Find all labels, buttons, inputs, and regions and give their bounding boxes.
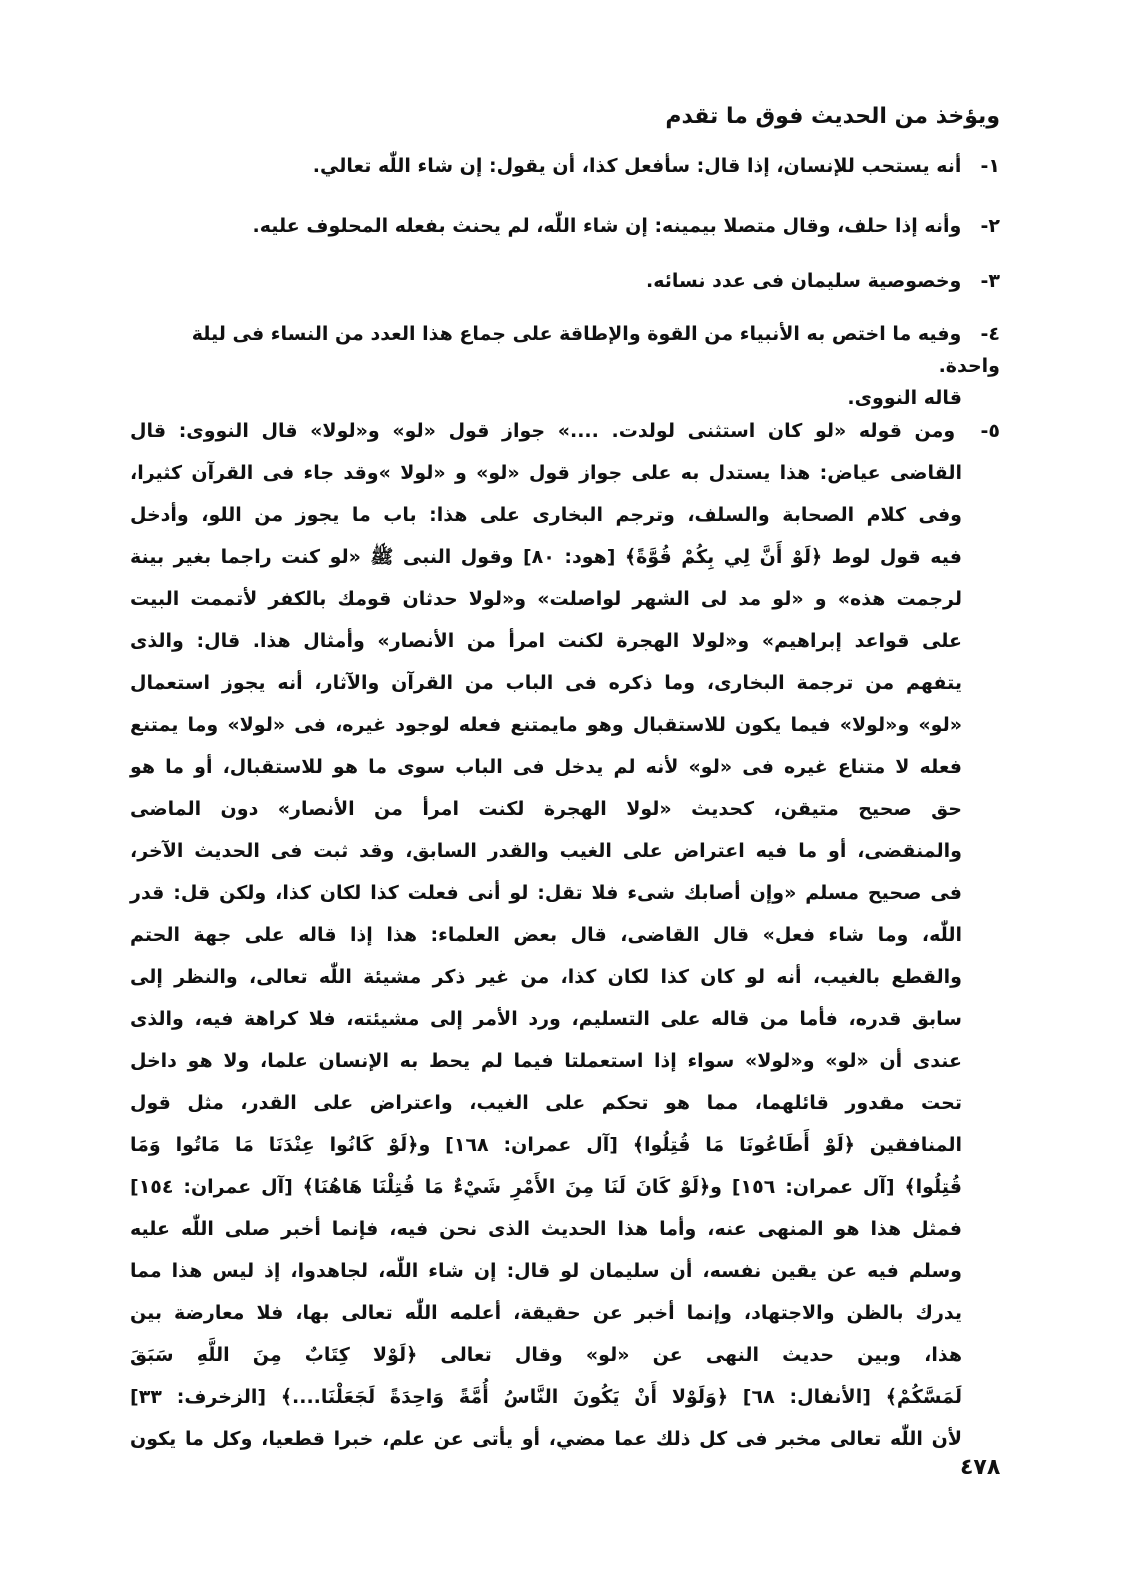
paragraph-line: تحت مقدور قائلهما، مما هو تحكم على الغيب، واعتراض على القدر، مثل قول — [130, 1092, 962, 1114]
list-item-5 — [130, 410, 1000, 1460]
paragraph-line: فعله لا متناع غيره فى «لو» لأنه لم يدخل فى الباب سوى ما هو للاستقبال، أو ما هو — [130, 756, 962, 778]
paragraph-line: فمثل هذا هو المنهى عنه، وأما هذا الحديث الذى نحن فيه، فإنما أخبر صلى اللّٰه عليه — [130, 1218, 962, 1240]
paragraph-line: وفى كلام الصحابة والسلف، وترجم البخارى على هذا: باب ما يجوز من اللو، وأدخل — [130, 504, 962, 526]
paragraph-line: «لو» و«لولا» فيما يكون للاستقبال وهو مايمتنع فعله لوجود غيره، فى «لولا» وما يمتنع — [130, 714, 962, 736]
item-number: ٢- — [980, 215, 1000, 237]
item-text: وفيه ما اختص به الأنبياء من القوة والإطاقة على جماع هذا العدد من النساء فى ليلة واحدة. — [191, 323, 1000, 377]
paragraph-line: قُتِلُوا﴾ [آل عمران: ١٥٦] و﴿لَوْ كَانَ لَنَا مِنَ الأَمْرِ شَيْءٌ مَا قُتِلْنَا هَاهُنَا﴾ [آل عمران: ١٥٤] — [130, 1176, 962, 1198]
paragraph-line: لرجمت هذه» و «لو مد لى الشهر لواصلت» و«لولا حدثان قومك بالكفر لأتممت البيت — [130, 588, 962, 610]
item-number: ١- — [980, 155, 1000, 177]
list-item-4 — [130, 318, 1000, 414]
item-number: ٣- — [980, 270, 1000, 292]
paragraph-line: عندى أن «لو» و«لولا» سواء إذا استعملتا فيما لم يحط به الإنسان علما، ولا هو داخل — [130, 1050, 962, 1072]
paragraph-line: ٥- ومن قوله «لو كان استثنى لولدت. ....» جواز قول «لو» و«لولا» قال النووى: قال — [130, 420, 1000, 442]
list-item-2 — [130, 210, 1000, 242]
paragraph-line: فى صحيح مسلم «وإن أصابك شىء فلا تقل: لو أنى فعلت كذا لكان كذا، ولكن قل: قدر — [130, 882, 962, 904]
list-item-3 — [130, 265, 1000, 297]
paragraph-line: وسلم فيه عن يقين نفسه، أن سليمان لو قال: إن شاء اللّٰه، لجاهدوا، إذ ليس هذا مما — [130, 1260, 962, 1282]
paragraph-line: على قواعد إبراهيم» و«لولا الهجرة لكنت امرأ من الأنصار» وأمثال هذا. قال: والذى — [130, 630, 962, 652]
paragraph-line: اللّٰه، وما شاء فعل» قال القاضى، قال بعض العلماء: هذا إذا قاله على جهة الحتم — [130, 924, 962, 946]
page-number: ٤٧٨ — [960, 1455, 1001, 1480]
paragraph-line: سابق قدره، فأما من قاله على التسليم، ورد الأمر إلى مشيئته، فلا كراهة فيه، والذى — [130, 1008, 962, 1030]
paragraph-line: يتفهم من ترجمة البخارى، وما ذكره فى الباب من القرآن والآثار، أنه يجوز استعمال — [130, 672, 962, 694]
item-number: ٤- — [980, 323, 1000, 345]
paragraph-line: والقطع بالغيب، أنه لو كان كذا لكان كذا، من غير ذكر مشيئة اللّٰه تعالى، والنظر إلى — [130, 966, 962, 988]
list-item-1 — [130, 150, 1000, 182]
item-continuation: قاله النووى. — [847, 387, 962, 409]
section-heading: ويؤخذ من الحديث فوق ما تقدم — [665, 104, 1000, 129]
item-text: وخصوصية سليمان فى عدد نسائه. — [646, 270, 962, 292]
item-number: ٥- — [980, 420, 1000, 442]
paragraph-line: حق صحيح متيقن، كحديث «لولا الهجرة لكنت امرأ من الأنصار» دون الماضى — [130, 798, 962, 820]
paragraph-line: المنافقين ﴿لَوْ أَطَاعُونَا مَا قُتِلُوا﴾ [آل عمران: ١٦٨] و﴿لَوْ كَانُوا عِنْدَنَا مَا مَاتُوا وَمَا — [130, 1134, 962, 1156]
item-text: أنه يستحب للإنسان، إذا قال: سأفعل كذا، أن يقول: إن شاء اللّٰه تعالي. — [312, 155, 962, 177]
paragraph-line: يدرك بالظن والاجتهاد، وإنما أخبر عن حقيقة، أعلمه اللّٰه تعالى بها، فلا معارضة بين — [130, 1302, 962, 1324]
paragraph-line: والمنقضى، أو ما فيه اعتراض على الغيب والقدر السابق، وقد ثبت فى الحديث الآخر، — [130, 840, 962, 862]
paragraph-line: هذا، وبين حديث النهى عن «لو» وقال تعالى ﴿لَوْلا كِتَابٌ مِنَ اللَّهِ سَبَقَ — [130, 1344, 962, 1366]
paragraph-line: لأن اللّٰه تعالى مخبر فى كل ذلك عما مضي، أو يأتى عن علم، خبرا قطعيا، وكل ما يكون — [130, 1428, 962, 1450]
paragraph-line: لَمَسَّكُمْ﴾ [الأنفال: ٦٨] ﴿وَلَوْلا أَنْ يَكُونَ النَّاسُ أُمَّةً وَاحِدَةً لَجَعَلْنَا....﴾ [الزخرف: ٣٣] — [130, 1386, 962, 1408]
item-text: وأنه إذا حلف، وقال متصلا بيمينه: إن شاء اللّٰه، لم يحنث بفعله المحلوف عليه. — [252, 215, 962, 237]
paragraph-line: القاضى عياض: هذا يستدل به على جواز قول «لو» و «لولا »وقد جاء فى القرآن كثيرا، — [130, 462, 962, 484]
paragraph-line: فيه قول لوط ﴿لَوْ أَنَّ لِي بِكُمْ قُوَّةً﴾ [هود: ٨٠] وقول النبى ﷺ «لو كنت راجما بغير بينة — [130, 546, 962, 568]
